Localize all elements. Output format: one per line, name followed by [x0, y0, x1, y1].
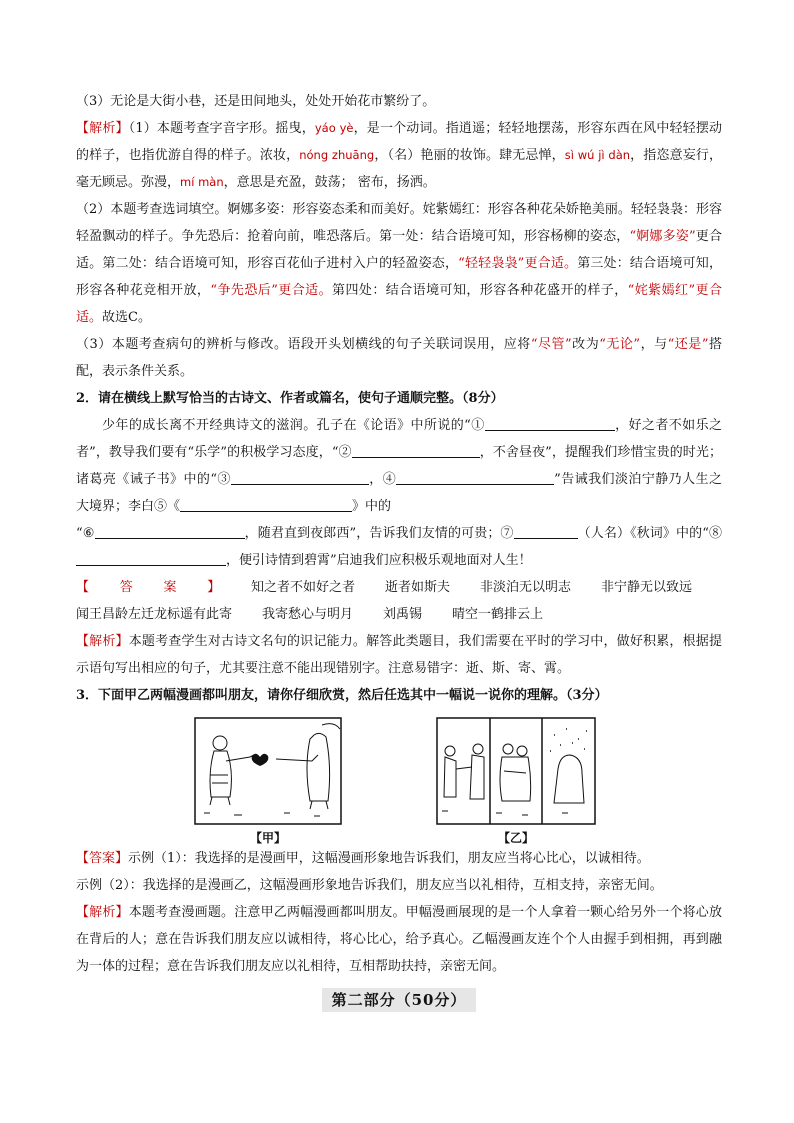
answer-item: 闻王昌龄左迁龙标遥有此寄: [76, 607, 233, 622]
cartoon-yi-image: [436, 717, 596, 825]
text: ”告诫我们淡泊宁静乃人生之大境界；李白⑤《: [76, 472, 722, 514]
caption-jia: 【甲】: [249, 831, 286, 845]
highlight: “婀娜多姿”: [629, 229, 696, 244]
highlight: “轻轻袅袅”更合适。: [458, 256, 578, 271]
text: 搭配，表示条件关系。: [76, 337, 722, 379]
q2-analysis: [76, 628, 722, 682]
blank-3[interactable]: [231, 470, 369, 485]
text: 本题考查学生对古诗文名句的识记能力。解答此类题目，我们需要在平时的学习中，做好积累，根据提示语句写出相应的句子，尤其要注意不能出现错别字。注意易错字：逝、斯、寄、霄。: [76, 634, 722, 676]
text: ，便引诗情到碧霄”启迪我们应积极乐观地面对人生！: [226, 553, 532, 568]
answer-item: 非宁静无以致远: [600, 580, 692, 595]
text: ，意思是充盈，鼓荡； 密布，扬洒。: [223, 175, 436, 190]
text: ，随君直到夜郎西”，告诉我们友情的可贵；⑦: [244, 526, 514, 541]
highlight: “争先恐后”更合适。: [210, 283, 333, 298]
answer-item: 知之者不如好之者: [250, 580, 355, 595]
q3-answer-2: 示例（2）：我选择的是漫画乙，这幅漫画形象地告诉我们，朋友应当以礼相待，互相支持，亲密无间。: [76, 878, 663, 893]
text: （3）本题考查病句的辨析与修改。语段开头划横线的句子关联词误用，应将: [76, 337, 531, 352]
q3-analysis: [76, 899, 722, 980]
text: ，④: [368, 472, 397, 487]
q3-answer-1: [76, 845, 722, 872]
highlight: “还是”: [667, 337, 709, 352]
text: ，指恣意妄行，毫无顾忌。弥漫，: [76, 148, 722, 190]
text: 示例（1）：我选择的是漫画甲，这幅漫画形象地告诉我们，朋友应当将心比心，以诚相待。: [128, 851, 650, 866]
pinyin: yáo yè: [314, 121, 354, 135]
caption-yi: 【乙】: [497, 831, 534, 845]
pinyin: sì wú jì dàn: [564, 148, 631, 162]
text: 本题考查漫画题。注意甲乙两幅漫画都叫朋友。甲幅漫画展现的是一个人拿着一颗心给另外一个将心放在背后的人；意在告诉我们朋友应以诚相待，将心比心，给予真心。乙幅漫画友连个个人由握手到相拥，再到融为一体的过程；意在告诉我们朋友应以礼相待，互相帮助扶持，亲密无间。: [76, 905, 722, 974]
answer-label: 【答案】: [76, 851, 129, 866]
text: （人名）《秋词》中的“⑧: [577, 526, 722, 541]
cartoon-jia-image: [194, 717, 342, 825]
highlight: “无论”: [599, 337, 641, 352]
analysis-label: 【解析】: [76, 634, 129, 649]
text: ，不舍昼夜”，提醒我们珍惜宝贵的时光；诸葛亮《诫子书》中的“③: [76, 445, 722, 487]
q3-title: 3．下面甲乙两幅漫画都叫朋友，请你仔细欣赏，然后任选其中一幅说一说你的理解。（3分）: [76, 688, 608, 703]
text: 少年的成长离不开经典诗文的滋润。孔子在《论语》中所说的“①: [102, 418, 485, 433]
text: 更合适。第二处：结合语境可知，形容百花仙子进村入户的轻盈姿态，: [76, 229, 722, 271]
cartoons: [76, 717, 722, 845]
analysis-label: 【解析】: [76, 121, 129, 136]
blank-2[interactable]: [352, 443, 480, 458]
answer-item: 我寄愁心与明月: [262, 607, 354, 622]
text: 故选C。: [102, 310, 151, 325]
text: ，好之者不如乐之者”，教导我们要有“乐学”的积极学习态度，“②: [76, 418, 722, 460]
q1-item3: （3）无论是大街小巷，还是田间地头，处处开始花市繁纷了。: [76, 94, 436, 109]
blank-1[interactable]: [485, 416, 615, 431]
part-two-heading: 第二部分（50分）: [322, 988, 476, 1012]
text: ，（名）艳丽的妆饰。肆无忌惮，: [374, 148, 565, 163]
q2-title: 2．请在横线上默写恰当的古诗文、作者或篇名，使句子通顺完整。（8分）: [76, 391, 504, 406]
blank-8[interactable]: [76, 551, 226, 566]
answer-item: 非淡泊无以明志: [479, 580, 571, 595]
q2-body: [76, 412, 722, 574]
blank-5[interactable]: [180, 497, 352, 512]
text: （1）本题考查字音字形。摇曳，: [128, 121, 315, 136]
q1-analysis-3: [76, 331, 722, 385]
answer-item: 刘禹锡: [383, 607, 423, 622]
analysis-label: 【解析】: [76, 905, 129, 920]
page-content: [76, 88, 722, 1012]
text: 》中的: [352, 499, 392, 514]
highlight: “姹紫嫣红”更合适。: [76, 283, 722, 325]
pinyin: mí màn: [180, 175, 224, 189]
answer-label: 【答案】: [76, 580, 251, 595]
text: ，是一个动词。指逍遥；轻轻地摆荡，形容东西在风中轻轻摆动的样子，也指优游自得的样子。浓妆，: [76, 121, 722, 163]
text: ，与: [640, 337, 668, 352]
text: 改为: [571, 337, 600, 352]
answer-item: 晴空一鹤排云上: [452, 607, 544, 622]
blank-6[interactable]: [95, 524, 245, 539]
q1-analysis-2: [76, 196, 722, 331]
text: 第三处：结合语境可知，形容各种花竞相开放，: [76, 256, 722, 298]
text: 第四处：结合语境可知，形容各种花盛开的样子，: [332, 283, 628, 298]
q1-analysis-1: [76, 115, 722, 196]
blank-4[interactable]: [396, 470, 554, 485]
q2-answer: [76, 574, 722, 628]
blank-7[interactable]: [514, 524, 578, 539]
highlight: “尽管”: [530, 337, 572, 352]
text: （2）本题考查选词填空。婀娜多姿：形容姿态柔和而美好。姹紫嫣红：形容各种花朵娇艳美丽。轻轻袅袅：形容轻盈飘动的样子。争先恐后：抢着向前，唯恐落后。第一处：结合语境可知，形容杨柳的姿态，: [76, 202, 722, 244]
answer-item: 逝者如斯夫: [384, 580, 450, 595]
text: “⑥: [76, 526, 95, 541]
pinyin: nóng zhuāng: [299, 148, 375, 162]
